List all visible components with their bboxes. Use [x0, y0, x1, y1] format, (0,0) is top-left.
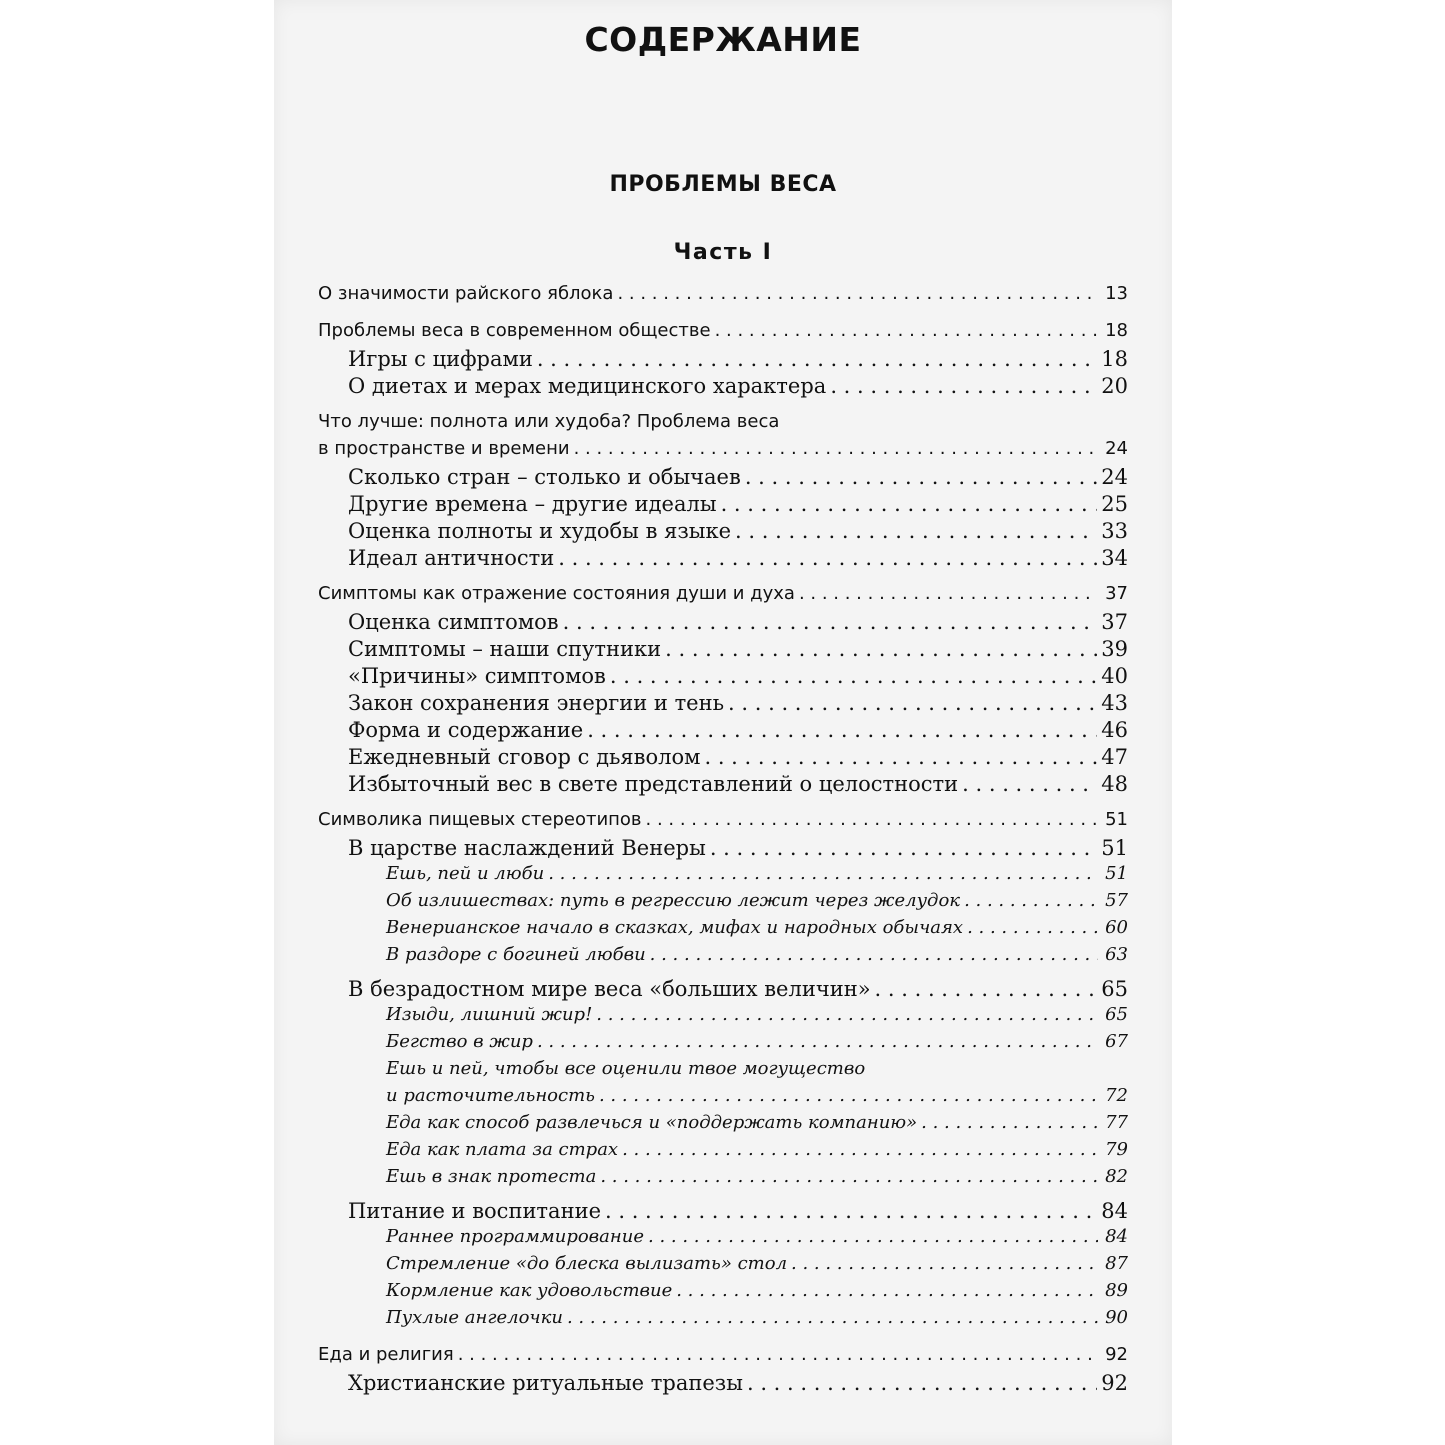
page-title: СОДЕРЖАНИЕ: [584, 20, 862, 59]
toc-entry-title: Сколько стран – столько и обычаев: [348, 465, 741, 489]
toc-entry-title: Венерианское начало в сказках, мифах и народных обычаях: [386, 917, 964, 938]
toc-entry-title: Еда и религия: [318, 1344, 454, 1365]
toc-entry-page: 46: [1101, 718, 1128, 742]
dot-leader: [558, 546, 1097, 571]
dot-leader: [548, 863, 1098, 885]
toc-entry[interactable]: [318, 809, 1128, 836]
toc-entry-title: Об излишествах: путь в регрессию лежит через желудок: [386, 890, 961, 911]
dot-leader: [574, 438, 1098, 460]
dot-leader: [650, 944, 1098, 966]
dot-leader: [599, 1085, 1098, 1107]
toc-entry-page: 33: [1101, 519, 1128, 543]
toc-entry[interactable]: [318, 1253, 1128, 1280]
book-page: [274, 0, 1172, 1445]
toc-entry[interactable]: [318, 465, 1128, 492]
toc-entry-page: 24: [1101, 465, 1128, 489]
toc-entry[interactable]: [318, 492, 1128, 519]
toc-entry-title: Ешь, пей и люби: [386, 863, 545, 884]
toc-entry-title: Закон сохранения энергии и тень: [348, 691, 725, 715]
toc-entry-title: Идеал античности: [348, 546, 555, 570]
toc-entry-title: В безрадостном мире веса «больших величин»: [348, 977, 871, 1001]
toc-entry-title: Ешь в знак протеста: [386, 1166, 597, 1187]
toc-entry[interactable]: [318, 691, 1128, 718]
toc-entry-title: «Причины» симптомов: [348, 664, 606, 688]
toc-entry-title-line1: Что лучше: полнота или худоба? Проблема веса: [318, 411, 780, 432]
toc-entry[interactable]: [318, 637, 1128, 664]
toc-entry-page: 13: [1105, 283, 1128, 304]
dot-leader: [875, 977, 1098, 1002]
toc-entry-title: Проблемы веса в современном обществе: [318, 320, 711, 341]
toc-entry-page: 18: [1101, 347, 1128, 371]
toc-entry-title: Симптомы как отражение состояния души и духа: [318, 583, 795, 604]
dot-leader: [610, 664, 1097, 689]
toc-entry[interactable]: [318, 917, 1128, 944]
toc-entry[interactable]: [318, 863, 1128, 890]
toc-entry-title: Бегство в жир: [386, 1031, 533, 1052]
toc-entry-page: 92: [1105, 1344, 1128, 1365]
toc-entry-title: О диетах и мерах медицинского характера: [348, 374, 827, 398]
dot-leader: [747, 1371, 1097, 1396]
toc-entry-title: Пухлые ангелочки: [386, 1307, 563, 1328]
toc-entry[interactable]: [318, 347, 1128, 374]
toc-entry-title: и расточительность: [386, 1085, 595, 1106]
toc-entry-page: 37: [1101, 610, 1128, 634]
dot-leader: [665, 637, 1097, 662]
dot-leader: [648, 1226, 1098, 1248]
dot-leader: [676, 1280, 1098, 1302]
dot-leader: [830, 374, 1097, 399]
toc-entry[interactable]: [318, 664, 1128, 691]
toc-entry-title: Форма и содержание: [348, 718, 584, 742]
toc-entry-title: Питание и воспитание: [348, 1199, 601, 1223]
toc-entry-title: Стремление «до блеска вылизать» стол: [386, 1253, 788, 1274]
toc-entry-page: 18: [1105, 320, 1128, 341]
toc-entry-page: 43: [1101, 691, 1128, 715]
toc-entry-page: 34: [1101, 546, 1128, 570]
dot-leader: [735, 519, 1097, 544]
toc-entry-page: 40: [1101, 664, 1128, 688]
dot-leader: [791, 1253, 1098, 1275]
toc-entry-page: 60: [1105, 917, 1128, 938]
toc-entry[interactable]: [318, 1280, 1128, 1307]
toc-entry[interactable]: [318, 1344, 1128, 1371]
toc-entry-page: 84: [1101, 1199, 1128, 1223]
toc-entry[interactable]: [318, 772, 1128, 799]
toc-entry[interactable]: [318, 1226, 1128, 1253]
toc-entry-page: 20: [1101, 374, 1128, 398]
toc-entry-page: 51: [1105, 863, 1128, 884]
toc-entry-page: 51: [1101, 836, 1128, 860]
toc-entry[interactable]: [318, 1166, 1128, 1193]
toc-entry-title: Симптомы – наши спутники: [348, 637, 662, 661]
dot-leader: [728, 691, 1097, 716]
toc-entry-page: 84: [1105, 1226, 1128, 1247]
dot-leader: [563, 610, 1098, 635]
toc-entry[interactable]: [318, 1371, 1128, 1398]
toc-entry-page: 82: [1105, 1166, 1128, 1187]
dot-leader: [605, 1199, 1097, 1224]
dot-leader: [600, 1166, 1098, 1188]
toc-entry[interactable]: [318, 1112, 1128, 1139]
dot-leader: [745, 465, 1097, 490]
dot-leader: [799, 583, 1098, 605]
toc-entry-page: 39: [1101, 637, 1128, 661]
toc-entry-page: 24: [1105, 438, 1128, 459]
toc-entry-title: Изыди, лишний жир!: [386, 1004, 593, 1025]
toc-entry-title: Оценка полноты и худобы в языке: [348, 519, 732, 543]
dot-leader: [587, 718, 1097, 743]
toc-entry-title-line1: Ешь и пей, чтобы все оценили твое могущество: [386, 1058, 866, 1079]
toc-entry-title: в пространстве и времени: [318, 438, 570, 459]
dot-leader: [617, 283, 1098, 305]
dot-leader: [622, 1139, 1098, 1161]
toc-entry-page: 67: [1105, 1031, 1128, 1052]
toc-entry[interactable]: [318, 1031, 1128, 1058]
dot-leader: [458, 1344, 1098, 1366]
toc-entry[interactable]: [318, 745, 1128, 772]
toc-entry[interactable]: [318, 944, 1128, 971]
dot-leader: [646, 809, 1098, 831]
toc-entry[interactable]: [318, 977, 1128, 1004]
toc-entry-title: Оценка симптомов: [348, 610, 559, 634]
toc-entry[interactable]: [318, 519, 1128, 546]
toc-entry-title: В раздоре с богиней любви: [386, 944, 646, 965]
toc-entry[interactable]: [318, 890, 1128, 917]
dot-leader: [967, 917, 1098, 939]
dot-leader: [537, 1031, 1098, 1053]
dot-leader: [596, 1004, 1098, 1026]
toc-entry-title: Ежедневный сговор с дьяволом: [348, 745, 701, 769]
dot-leader: [721, 492, 1098, 517]
toc-entry[interactable]: [318, 583, 1128, 610]
toc-entry[interactable]: [318, 438, 1128, 465]
toc-entry[interactable]: [318, 546, 1128, 573]
toc-entry-title: Еда как способ развлечься и «поддержать компанию»: [386, 1112, 918, 1133]
toc-entry-page: 79: [1105, 1139, 1128, 1160]
toc-entry-title: Раннее программирование: [386, 1226, 644, 1247]
toc-entry-title: Игры с цифрами: [348, 347, 533, 371]
section-title: ПРОБЛЕМЫ ВЕСА: [609, 172, 837, 197]
toc-entry-page: 25: [1101, 492, 1128, 516]
dot-leader: [921, 1112, 1098, 1134]
toc-entry-title: Символика пищевых стереотипов: [318, 809, 642, 830]
toc-entry[interactable]: [318, 1199, 1128, 1226]
dot-leader: [962, 772, 1097, 797]
toc-entry[interactable]: [318, 836, 1128, 863]
toc-entry-page: 57: [1105, 890, 1128, 911]
toc-entry-page: 72: [1105, 1085, 1128, 1106]
toc-entry[interactable]: [318, 283, 1128, 310]
toc-entry-page: 77: [1105, 1112, 1128, 1133]
toc-entry-title: Кормление как удовольствие: [386, 1280, 673, 1301]
toc-entry[interactable]: [318, 1139, 1128, 1166]
toc-entry-title: В царстве наслаждений Венеры: [348, 836, 706, 860]
toc-entry-page: 89: [1105, 1280, 1128, 1301]
toc-entry-title: Христианские ритуальные трапезы: [348, 1371, 743, 1395]
toc-entry-title: Избыточный вес в свете представлений о целостности: [348, 772, 959, 796]
toc-entry-page: 51: [1105, 809, 1128, 830]
toc-entry-title: О значимости райского яблока: [318, 283, 614, 304]
toc-entry[interactable]: [318, 320, 1128, 347]
toc-entry-title: Еда как плата за страх: [386, 1139, 619, 1160]
toc-entry[interactable]: [318, 1307, 1128, 1334]
toc-entry-page: 65: [1101, 977, 1128, 1001]
toc-entry[interactable]: [318, 718, 1128, 745]
dot-leader: [964, 890, 1098, 912]
toc-entry[interactable]: [318, 374, 1128, 401]
toc-entry-page: 90: [1105, 1307, 1128, 1328]
toc-entry[interactable]: [318, 610, 1128, 637]
toc-entry-page: 92: [1101, 1371, 1128, 1395]
toc-entry-page: 47: [1101, 745, 1128, 769]
toc-entry-page: 65: [1105, 1004, 1128, 1025]
toc-entry[interactable]: [318, 1004, 1128, 1031]
dot-leader: [704, 745, 1097, 770]
dot-leader: [715, 320, 1098, 342]
toc-entry-page: 63: [1105, 944, 1128, 965]
dot-leader: [567, 1307, 1098, 1329]
toc-entry-page: 87: [1105, 1253, 1128, 1274]
toc-entry-page: 37: [1105, 583, 1128, 604]
table-of-contents: [318, 283, 1128, 1398]
toc-entry-title: Другие времена – другие идеалы: [348, 492, 717, 516]
dot-leader: [537, 347, 1097, 372]
part-title: Часть I: [673, 240, 773, 265]
toc-entry-page: 48: [1101, 772, 1128, 796]
dot-leader: [710, 836, 1097, 861]
toc-entry[interactable]: [318, 1085, 1128, 1112]
